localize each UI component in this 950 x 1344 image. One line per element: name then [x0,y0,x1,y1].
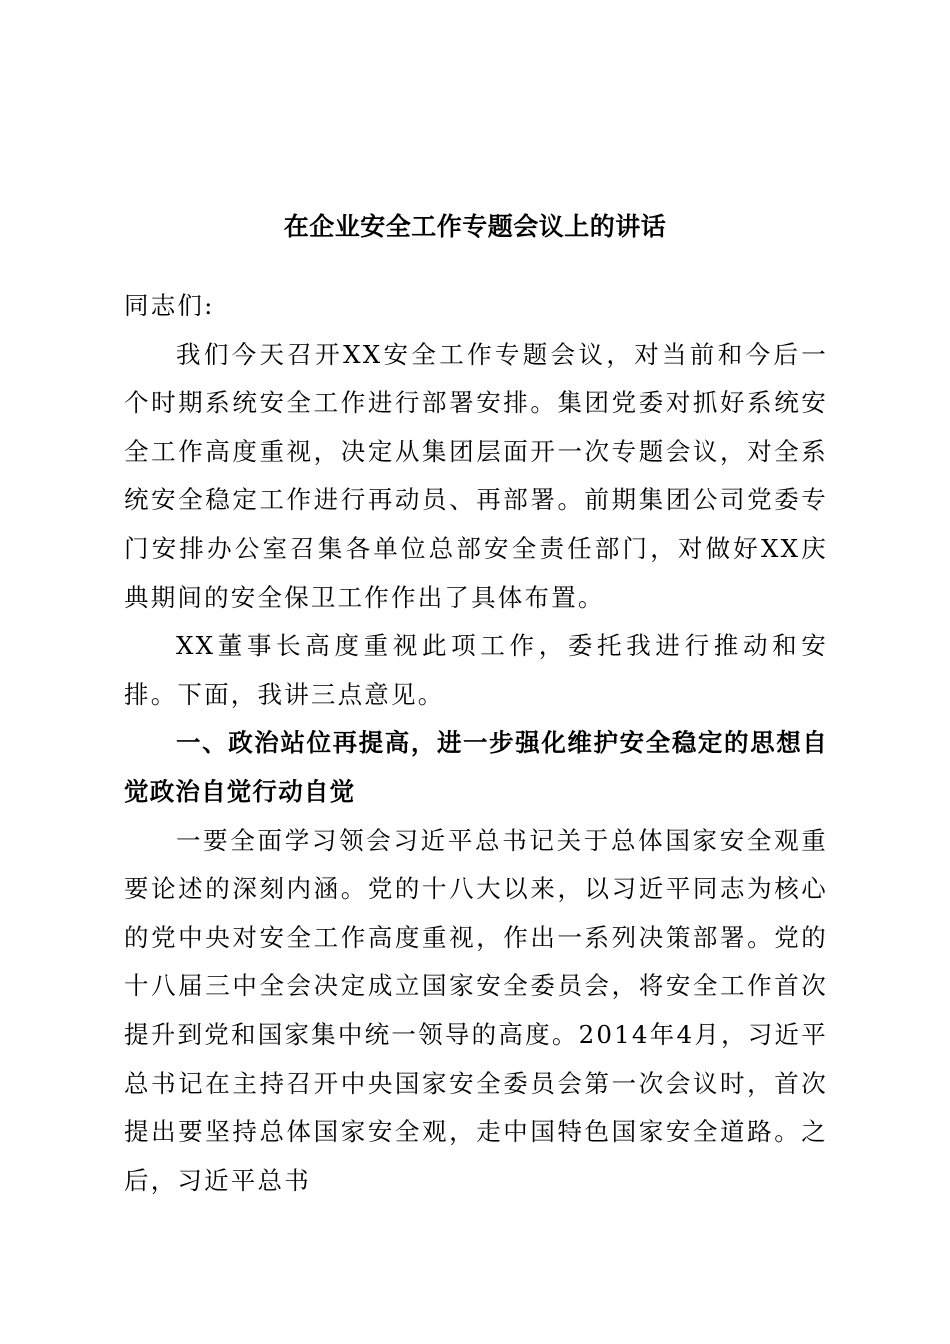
section-heading: 一、政治站位再提高，进一步强化维护安全稳定的思想自觉政治自觉行动自觉 [124,728,828,806]
document-body [124,282,828,1205]
paragraph-1: 我们今天召开XX安全工作专题会议，对当前和今后一个时期系统安全工作进行部署安排。集团党委对抓好系统安全工作高度重视，决定从集团层面开一次专题会议，对全系统安全稳定工作进行再动员、再部署。前期集团公司党委专门安排办公室召集各单位总部安全责任部门，对做好XX庆典期间的安全保卫工作作出了具体布置。 [124,339,828,612]
paragraph-2: XX董事长高度重视此项工作，委托我进行推动和安排。下面，我讲三点意见。 [124,631,828,709]
document-title: 在企业安全工作专题会议上的讲话 [283,212,667,241]
salutation: 同志们: [124,291,215,320]
section-paragraph: 一要全面学习领会习近平总书记关于总体国家安全观重要论述的深刻内涵。党的十八大以来，以习近平同志为核心的党中央对安全工作高度重视，作出一系列决策部署。党的十八届三中全会决定成立国家安全委员会，将安全工作首次提升到党和国家集中统一领导的高度。2014年4月，习近平总书记在主持召开中央国家安全委员会第一次会议时，首次提出要坚持总体国家安全观，走中国特色国家安全道路。之后，习近平总书 [124,825,828,1195]
